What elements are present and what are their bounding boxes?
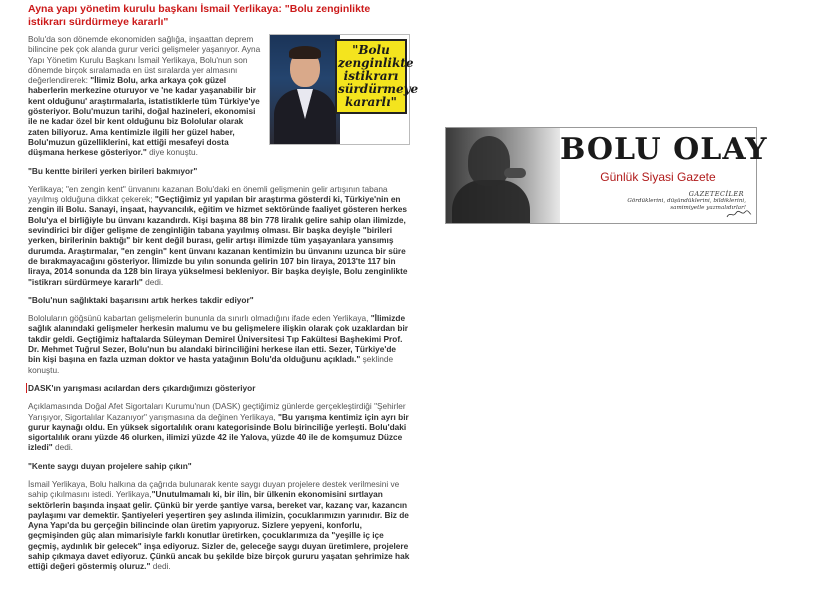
section-subhead: "Bu kentte birileri yerken birileri bakmıyor" xyxy=(28,165,198,176)
section-subhead: "Bolu'nun sağlıktaki başarısını artık herkes takdir ediyor" xyxy=(28,294,254,305)
banner-portrait-image xyxy=(446,128,560,223)
newspaper-banner[interactable] xyxy=(445,127,768,224)
section-subhead: DASK'ın yarışması acılardan ders çıkardığımızı gösteriyor xyxy=(26,383,410,393)
intro-paragraph: Bolu'da son dönemde ekonomiden sağlığa, inşaattan deprem bilincine pek çok alanda gurur verici gelişmeler yaşanıyor. Ayna Yapı Yönetim Kurulu Başkanı İsmail Yerlikaya, Bolu'nun son dönemde birçok sıralamada en üst sıralarda yer almasını değerlendirerek: "İlimiz Bolu, arka arkaya çok güzel haberlerin merkezine oturuyor ve 'ne kadar yaşanabilir bir kent olduğunu' araştırmalarla, istatistiklerle tüm Türkiye'ye gösteriyor. Bolu'muzun tarihi, doğal hazineleri, ekonomisi ile ne kadar özel bir kent olduğunu biz Bololular olarak zaten biliyoruz. Ama kentimizle ilgili her güzel haber, Bolu'muzun güzelliklerini, kat ettiği mesafeyi dosta düşmana herkese gösteriyor." diye konuştu. xyxy=(28,34,261,158)
motto-title: GAZETECİLER xyxy=(688,190,744,198)
photo-quote-line: kararlı" xyxy=(345,95,397,109)
section-paragraph: Yerlikaya; "en zengin kent" ünvanını kazanan Bolu'daki en önemli gelişmenin gelir artışının tabana yayılmış olduğuna dikkat çekerek; "Geçtiğimiz yıl yapılan bir araştırma gösterdi ki, Türkiye'nin en zengin ili Bolu. Sanayi, inşaat, hayvancılık, eğitim ve hizmet sektöründe faaliyet gösteren herkes Bolu'ya el birliğiyle bu ünvanı kazandırdı. Kişi başına 88 bin 778 liralık gelire sahip olan ilimizde, sevindirici bir diğer gelişme de zenginliğin tabana yayılmış olması. Bir başka deyişle "birileri yerken, birilerinin baktığı" bir kent değil burası, gelir artışı ilimizde tüm yaşayanlara yansımış durumda. Araştırmalar, "en zengin" kent ünvanı kazanan kentimizin bu ünvanını uzunca bir süre de bırakmayacağını gösteriyor. İlimizde bu yılın sonunda gelirin 107 bin liraya, 2013'te 117 bin liraya, 2014 sonunda da 128 bin liraya yükselmesi bekleniyor. Bir başka deyişle, Bolu zenginlikte "istikrarı sürdürmeye kararlı" dedi. xyxy=(28,183,408,287)
article-headline: Ayna yapı yönetim kurulu başkanı İsmail Yerlikaya: "Bolu zenginlikte istikrarı sürdürmeye kararlı" xyxy=(28,3,371,28)
photo-quote-line: "Bolu xyxy=(352,43,390,57)
news-article xyxy=(28,3,419,580)
photo-quote-box xyxy=(335,39,419,114)
article-body xyxy=(28,34,419,572)
section-paragraph: Bololuların göğsünü kabartan gelişmelerin bununla da sınırlı olmadığını ifade eden Yerlikaya, "İlimizde sağlık alanındaki gelişmeler herkesin malumu ve bu gelişmelere ilişkin olarak çok uzaklardan bir takdir geldi. Geçtiğimiz haftalarda Süleyman Demirel Üniversitesi Tıp Fakültesi Başhekimi Prof. Dr. Mehmet Tuğrul Sezer, Bolu'nun bu alandaki birinciliğini herkese ilan etti. Sezer, Türkiye'de bin kişi başına en fazla uzman doktor ve hasta yatağının Bolu'da olduğunu açıkladı." şeklinde konuştu. xyxy=(28,313,408,375)
newspaper-logo-title: BOLU OLAY xyxy=(560,132,768,167)
section-subhead: "Kente saygı duyan projelere sahip çıkın" xyxy=(28,460,192,471)
article-photo xyxy=(269,34,419,145)
photo-quote-line: zenginlikte xyxy=(338,56,414,70)
portrait-image xyxy=(270,35,340,144)
photo-quote-line: istikrarı xyxy=(343,69,399,83)
signature-icon xyxy=(726,210,752,219)
photo-quote-line: sürdürmeye xyxy=(338,82,419,96)
section-paragraph: Açıklamasında Doğal Afet Sigortaları Kurumu'nun (DASK) geçtiğimiz günlerde gerçekleştirdiği "Şehirler Yarışıyor, Sigortalılar Kazanıyor" yarışmasına da değinen Yerlikaya, "Bu yarışma kentimiz için ayrı bir gurur kaynağı oldu. En yüksek sigortalılık oranı kategorisinde Bolu birinciliğe yerleşti. Bolu'daki sigortalılık oranı yüzde 46 olurken, ilimizi yüzde 42 ile Yalova, yüzde 40 ile de komşumuz Düzce izledi" dedi. xyxy=(28,401,409,453)
section-paragraph: İsmail Yerlikaya, Bolu halkına da çağrıda bulunarak kente saygı duyan projelere destek verilmesini ve sahip çıkılmasını istedi. Yerlikaya,"Unutulmamalı ki, bir ilin, bir ülkenin ekonomisini sırtlayan sektörlerin başında inşaat gelir. Çünkü bir yerde şantiye varsa, bereket var, kazanç var, kazancın paylaşımı var demektir. Şantiyeleri yeşertiren şey aslında ilimizin, çocuklarımızın yarınıdır. Biz de Ayna Yapı'da bu gerçeğin bilincinde olan üretim yapıyoruz. Sizlere yepyeni, konforlu, geçmişinden güç alan mimarisiyle farklı konutlar üretirken, çocuklarımıza da "yeşille iç içe geçmiş, aydınlık bir gelecek" inşa ediyoruz. Sizler de, geleceğe saygı duyan üretimlere, projelere sahip çıkmaya davet ediyoruz. Çünkü ancak bu şekilde bize birçok gururu yaşatan şehrimize hak ettiği değeri göstermiş oluruz." dedi. xyxy=(28,478,410,572)
motto-text: Gördüklerini, düşündüklerini, bildiklerini, samimiyetle yazmalıdırlar! xyxy=(627,198,746,211)
newspaper-subtitle: Günlük Siyasi Gazete xyxy=(600,170,716,184)
